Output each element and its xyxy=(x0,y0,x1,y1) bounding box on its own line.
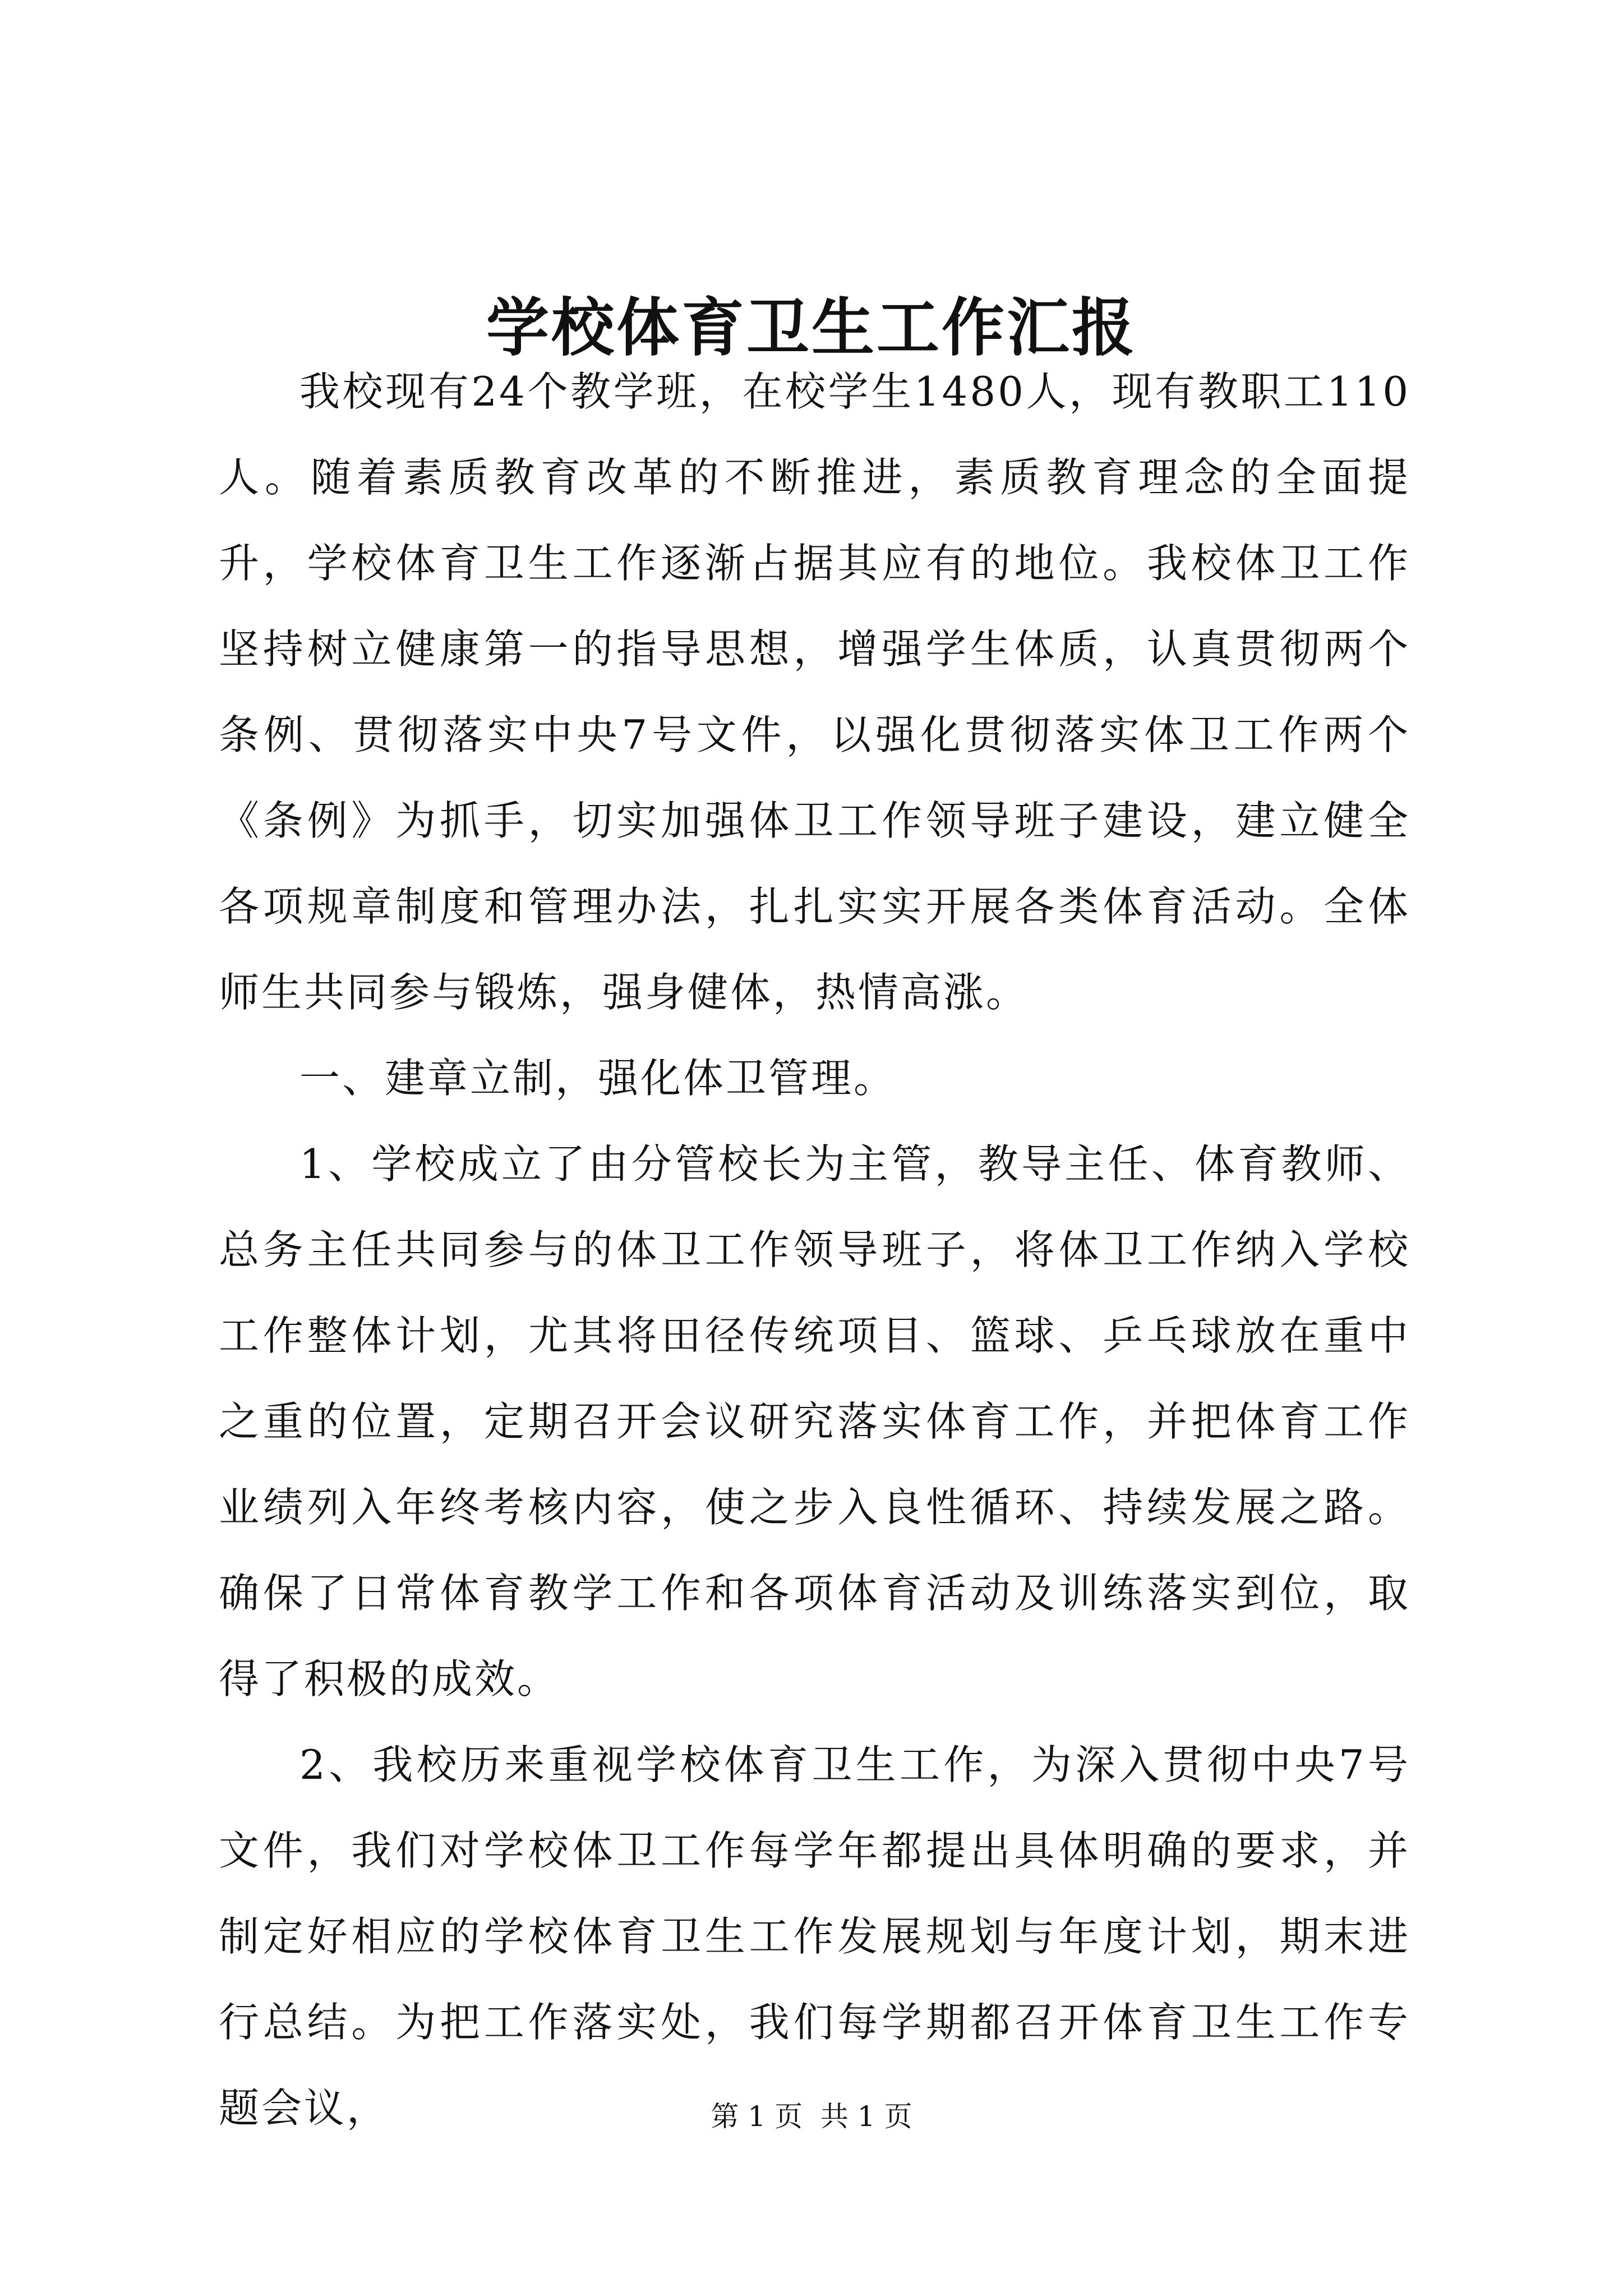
page-number-label: 第 1 页 共 1 页 xyxy=(711,2100,912,2133)
paragraph-intro: 我校现有24个教学班，在校学生1480人，现有教职工110人。随着素质教育改革的不断推进，素质教育理念的全面提升，学校体育卫生工作逐渐占据其应有的地位。我校体卫工作坚持树立健康第一的指导思想，增强学生体质，认真贯彻两个条例、贯彻落实中央7号文件，以强化贯彻落实体卫工作两个《条例》为抓手，切实加强体卫工作领导班子建设，建立健全各项规章制度和管理办法，扎扎实实开展各类体育活动。全体师生共同参与锻炼，强身健体，热情高涨。 xyxy=(219,368,1410,1016)
page-footer xyxy=(0,2097,1623,2136)
paragraph-item-1: 1、学校成立了由分管校长为主管，教导主任、体育教师、总务主任共同参与的体卫工作领导班子，将体卫工作纳入学校工作整体计划，尤其将田径传统项目、篮球、乒乓球放在重中之重的位置，定期召开会议研究落实体育工作，并把体育工作业绩列入年终考核内容，使之步入良性循环、持续发展之路。确保了日常体育教学工作和各项体育活动及训练落实到位，取得了积极的成效。 xyxy=(219,1140,1410,1703)
paragraph-item-2: 2、我校历来重视学校体育卫生工作，为深入贯彻中央7号文件，我们对学校体卫工作每学年都提出具体明确的要求，并制定好相应的学校体育卫生工作发展规划与年度计划，期末进行总结。为把工作落实处，我们每学期都召开体育卫生工作专题会议， xyxy=(219,1741,1410,2132)
document-title: 学校体育卫生工作汇报 xyxy=(486,291,1137,365)
paragraph-section-heading: 一、建章立制，强化体卫管理。 xyxy=(299,1055,897,1102)
document-body xyxy=(219,349,1410,2151)
